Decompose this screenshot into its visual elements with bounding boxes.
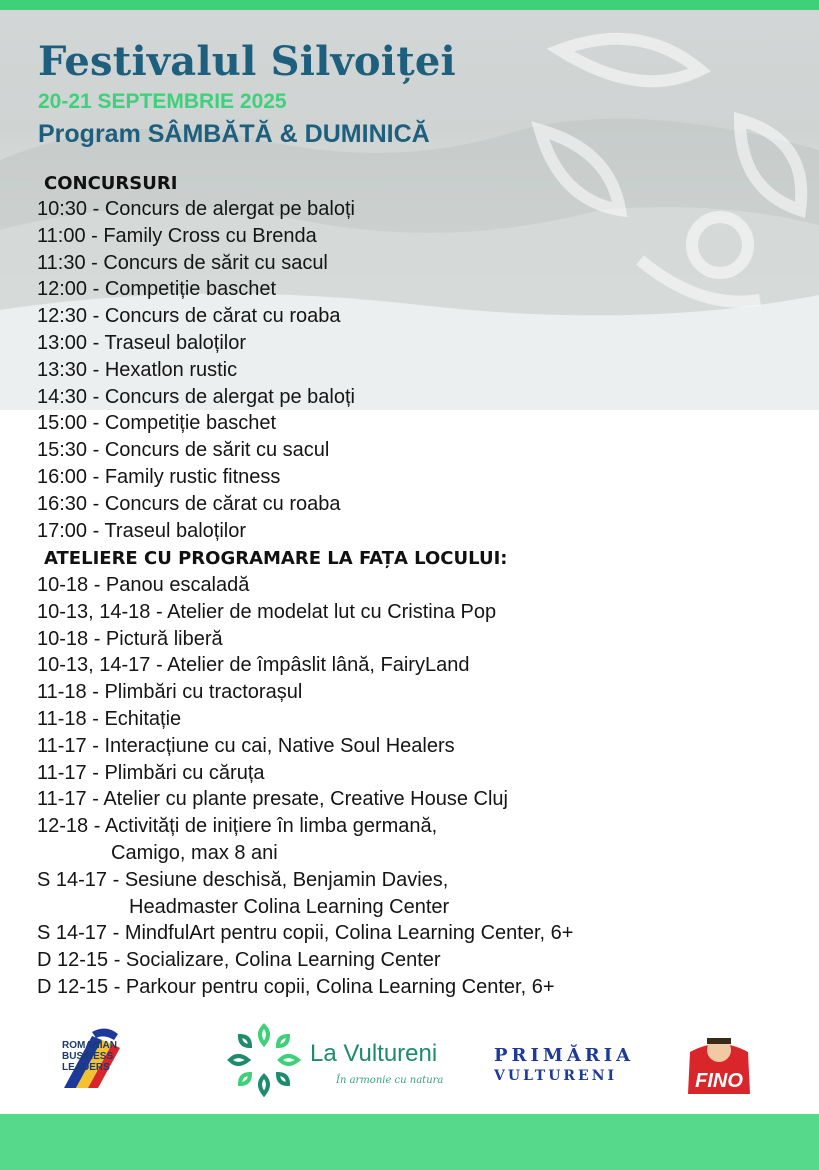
list-item: S 14-17 - MindfulArt pentru copii, Colina Learning Center, 6+	[37, 922, 574, 945]
list-item: 13:00 - Traseul baloților	[37, 331, 247, 354]
ateliere-list	[37, 572, 573, 1001]
list-item: 10-18 - Pictură liberă	[37, 627, 223, 650]
rbl-line: ROMANIAN	[62, 1040, 117, 1051]
list-item: 10-13, 14-18 - Atelier de modelat lut cu Cristina Pop	[37, 600, 497, 623]
list-item: D 12-15 - Socializare, Colina Learning Center	[37, 949, 441, 972]
rbl-line: BUSINESS	[62, 1051, 114, 1062]
list-item: 11-18 - Echitație	[37, 707, 182, 730]
bottom-accent-bar	[0, 1114, 819, 1170]
list-item: 16:30 - Concurs de cărat cu roaba	[37, 492, 341, 515]
list-item: 12:00 - Competiție baschet	[37, 278, 277, 301]
primaria-line2: VULTURENI	[494, 1068, 618, 1084]
list-item: 11-17 - Atelier cu plante presate, Creative House Cluj	[37, 788, 508, 811]
leaf-wreath-icon	[226, 1022, 302, 1098]
list-item: 11:30 - Concurs de sărit cu sacul	[37, 251, 328, 274]
list-item-continuation: Headmaster Colina Learning Center	[129, 895, 450, 918]
rbl-line: LEADERS	[62, 1062, 110, 1073]
festival-title: Festivalul Silvoiței	[38, 38, 456, 85]
section-heading-concursuri: CONCURSURI	[44, 173, 178, 194]
list-item: 17:00 - Traseul baloților	[37, 519, 247, 542]
list-item: 11-17 - Plimbări cu căruța	[37, 761, 265, 784]
list-item: 10-13, 14-17 - Atelier de împâslit lână, FairyLand	[37, 654, 470, 677]
list-item: 10-18 - Panou escaladă	[37, 574, 250, 596]
list-item: 12:30 - Concurs de cărat cu roaba	[37, 305, 341, 328]
list-item: S 14-17 - Sesiune deschisă, Benjamin Davies,	[37, 868, 449, 891]
list-item: 12-18 - Activități de inițiere în limba germană,	[37, 815, 438, 838]
list-item: 15:00 - Competiție baschet	[37, 412, 277, 435]
list-item: 16:00 - Family rustic fitness	[37, 465, 281, 488]
concursuri-list	[37, 196, 355, 544]
list-item: 13:30 - Hexatlon rustic	[37, 358, 238, 381]
program-days: Program SÂMBĂTĂ & DUMINICĂ	[38, 120, 430, 148]
la-vultureni-name: La Vultureni	[310, 1040, 438, 1067]
primaria-line1: PRIMĂRIA	[494, 1045, 635, 1066]
top-accent-bar	[0, 0, 819, 10]
list-item-continuation: Camigo, max 8 ani	[111, 841, 278, 864]
fino-text: FINO	[695, 1070, 743, 1092]
list-item: 11-17 - Interacțiune cu cai, Native Soul Healers	[37, 734, 455, 757]
list-item: 11-18 - Plimbări cu tractorașul	[37, 681, 303, 704]
festival-dates: 20-21 SEPTEMBRIE 2025	[38, 90, 287, 113]
fino-logo	[684, 1030, 754, 1100]
la-vultureni-tagline: În armonie cu natura	[336, 1075, 444, 1086]
primaria-vultureni-logo	[494, 1046, 634, 1086]
list-item: 15:30 - Concurs de sărit cu sacul	[37, 439, 330, 462]
rbl-text	[62, 1040, 142, 1073]
list-item: 14:30 - Concurs de alergat pe baloți	[37, 385, 355, 408]
list-item: 10:30 - Concurs de alergat pe baloți	[37, 198, 355, 220]
sponsor-logos	[0, 1020, 819, 1100]
list-item: 11:00 - Family Cross cu Brenda	[37, 224, 317, 247]
la-vultureni-logo	[226, 1020, 486, 1100]
list-item: D 12-15 - Parkour pentru copii, Colina Learning Center, 6+	[37, 975, 555, 998]
section-heading-ateliere: ATELIERE CU PROGRAMARE LA FAȚA LOCULUI:	[44, 548, 508, 569]
